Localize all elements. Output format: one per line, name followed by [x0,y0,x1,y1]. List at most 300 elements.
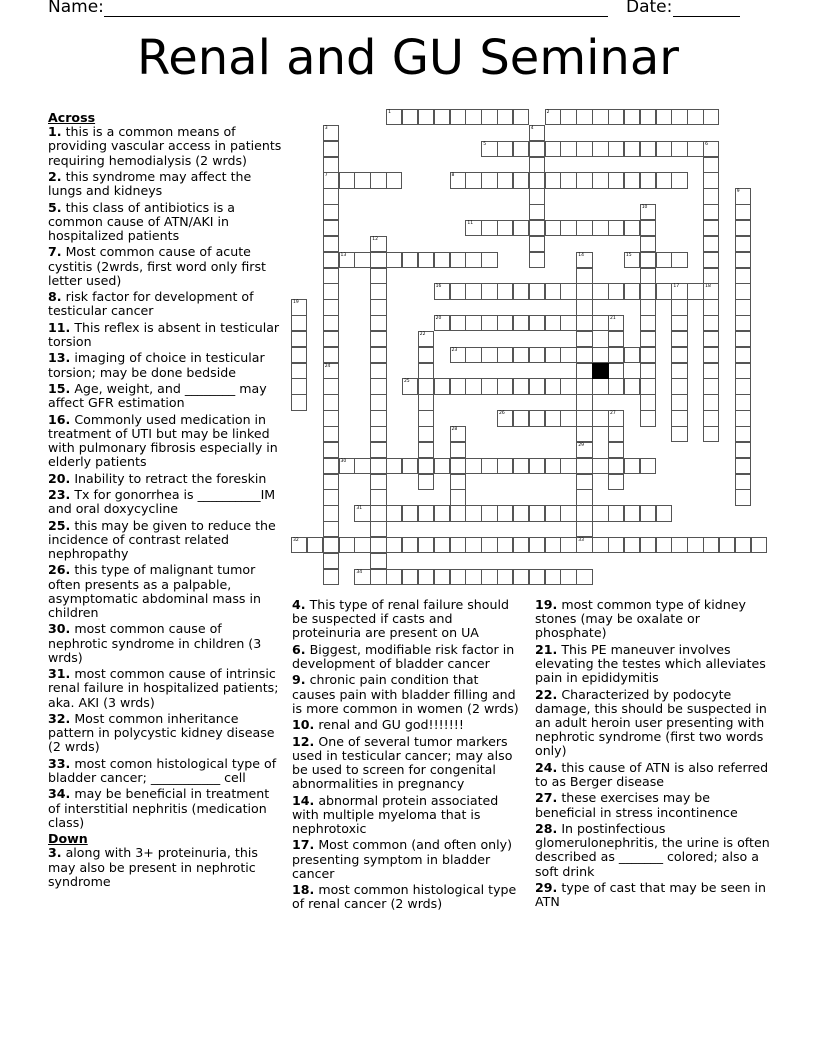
grid-cell[interactable] [703,157,719,173]
grid-cell[interactable] [497,141,513,157]
grid-cell[interactable] [513,537,529,553]
grid-cell[interactable] [497,410,513,426]
grid-cell[interactable] [434,315,450,331]
grid-cell[interactable] [671,426,687,442]
grid-cell[interactable] [465,252,481,268]
grid-cell[interactable] [291,347,307,363]
grid-cell[interactable] [545,283,561,299]
grid-cell[interactable] [339,458,355,474]
grid-cell[interactable] [640,410,656,426]
grid-cell[interactable] [560,220,576,236]
grid-cell[interactable] [640,283,656,299]
grid-cell[interactable] [323,458,339,474]
grid-cell[interactable] [497,569,513,585]
grid-cell[interactable] [323,378,339,394]
grid-cell[interactable] [529,188,545,204]
grid-cell[interactable] [576,569,592,585]
grid-cell[interactable] [402,378,418,394]
grid-cell[interactable] [735,252,751,268]
grid-cell[interactable] [529,537,545,553]
grid-cell[interactable] [576,410,592,426]
grid-cell[interactable] [735,363,751,379]
grid-cell[interactable] [402,252,418,268]
grid-cell[interactable] [624,172,640,188]
grid-cell[interactable] [323,283,339,299]
grid-cell[interactable] [640,299,656,315]
grid-cell[interactable] [450,172,466,188]
grid-cell[interactable] [497,220,513,236]
grid-cell[interactable] [481,378,497,394]
grid-cell[interactable] [481,347,497,363]
grid-cell[interactable] [671,283,687,299]
grid-cell[interactable] [497,505,513,521]
grid-cell[interactable] [497,458,513,474]
name-field[interactable] [104,16,608,17]
grid-cell[interactable] [465,458,481,474]
grid-cell[interactable] [354,252,370,268]
grid-cell[interactable] [323,188,339,204]
grid-cell[interactable] [545,378,561,394]
grid-cell[interactable] [418,426,434,442]
grid-cell[interactable] [671,299,687,315]
grid-cell[interactable] [418,331,434,347]
grid-cell[interactable] [370,378,386,394]
grid-cell[interactable] [592,172,608,188]
grid-cell[interactable] [576,220,592,236]
grid-cell[interactable] [545,172,561,188]
grid-cell[interactable] [545,569,561,585]
grid-cell[interactable] [323,410,339,426]
grid-cell[interactable] [640,363,656,379]
grid-cell[interactable] [450,442,466,458]
grid-cell[interactable] [434,109,450,125]
grid-cell[interactable] [624,537,640,553]
grid-cell[interactable] [465,283,481,299]
grid-cell[interactable] [323,474,339,490]
grid-cell[interactable] [434,378,450,394]
grid-cell[interactable] [576,252,592,268]
grid-cell[interactable] [608,172,624,188]
grid-cell[interactable] [465,347,481,363]
grid-cell[interactable] [640,331,656,347]
grid-cell[interactable] [370,268,386,284]
grid-cell[interactable] [513,378,529,394]
grid-cell[interactable] [671,109,687,125]
grid-cell[interactable] [576,315,592,331]
grid-cell[interactable] [703,172,719,188]
grid-cell[interactable] [751,537,767,553]
grid-cell[interactable] [402,569,418,585]
grid-cell[interactable] [291,331,307,347]
grid-cell[interactable] [576,331,592,347]
grid-cell[interactable] [735,204,751,220]
grid-cell[interactable] [735,236,751,252]
grid-cell[interactable] [418,505,434,521]
grid-cell[interactable] [323,157,339,173]
grid-cell[interactable] [450,474,466,490]
grid-cell[interactable] [703,141,719,157]
grid-cell[interactable] [592,315,608,331]
grid-cell[interactable] [323,315,339,331]
grid-cell[interactable] [576,394,592,410]
grid-cell[interactable] [418,474,434,490]
grid-cell[interactable] [402,109,418,125]
grid-cell[interactable] [450,109,466,125]
grid-cell[interactable] [608,347,624,363]
grid-cell[interactable] [370,521,386,537]
grid-cell[interactable] [671,378,687,394]
date-field[interactable] [673,16,740,17]
grid-cell[interactable] [545,458,561,474]
grid-cell[interactable] [481,220,497,236]
grid-cell[interactable] [624,283,640,299]
grid-cell[interactable] [576,109,592,125]
grid-cell[interactable] [576,347,592,363]
grid-cell[interactable] [656,109,672,125]
grid-cell[interactable] [370,172,386,188]
grid-cell[interactable] [576,426,592,442]
grid-cell[interactable] [450,489,466,505]
grid-cell[interactable] [386,505,402,521]
grid-cell[interactable] [640,252,656,268]
grid-cell[interactable] [465,537,481,553]
grid-cell[interactable] [735,283,751,299]
grid-cell[interactable] [592,283,608,299]
grid-cell[interactable] [735,474,751,490]
grid-cell[interactable] [513,569,529,585]
grid-cell[interactable] [640,109,656,125]
grid-cell[interactable] [481,141,497,157]
grid-cell[interactable] [370,458,386,474]
grid-cell[interactable] [576,378,592,394]
grid-cell[interactable] [592,347,608,363]
grid-cell[interactable] [291,363,307,379]
grid-cell[interactable] [529,125,545,141]
grid-cell[interactable] [640,505,656,521]
grid-cell[interactable] [703,378,719,394]
grid-cell[interactable] [703,299,719,315]
grid-cell[interactable] [529,204,545,220]
grid-cell[interactable] [370,283,386,299]
grid-cell[interactable] [592,505,608,521]
grid-cell[interactable] [370,489,386,505]
grid-cell[interactable] [370,347,386,363]
grid-cell[interactable] [640,458,656,474]
grid-cell[interactable] [434,569,450,585]
grid-cell[interactable] [323,331,339,347]
grid-cell[interactable] [370,569,386,585]
grid-cell[interactable] [465,378,481,394]
grid-cell[interactable] [735,188,751,204]
grid-cell[interactable] [291,299,307,315]
grid-cell[interactable] [576,537,592,553]
grid-cell[interactable] [434,252,450,268]
grid-cell[interactable] [481,505,497,521]
grid-cell[interactable] [529,505,545,521]
grid-cell[interactable] [687,283,703,299]
grid-cell[interactable] [545,315,561,331]
grid-cell[interactable] [529,569,545,585]
grid-cell[interactable] [481,172,497,188]
grid-cell[interactable] [545,347,561,363]
grid-cell[interactable] [370,299,386,315]
grid-cell[interactable] [608,410,624,426]
grid-cell[interactable] [529,315,545,331]
grid-cell[interactable] [608,426,624,442]
grid-cell[interactable] [624,378,640,394]
grid-cell[interactable] [370,426,386,442]
grid-cell[interactable] [687,141,703,157]
grid-cell[interactable] [529,378,545,394]
grid-cell[interactable] [703,426,719,442]
grid-cell[interactable] [640,172,656,188]
grid-cell[interactable] [608,283,624,299]
grid-cell[interactable] [545,109,561,125]
grid-cell[interactable] [545,505,561,521]
grid-cell[interactable] [434,505,450,521]
grid-cell[interactable] [370,410,386,426]
grid-cell[interactable] [497,172,513,188]
grid-cell[interactable] [450,569,466,585]
grid-cell[interactable] [497,378,513,394]
grid-cell[interactable] [735,442,751,458]
grid-cell[interactable] [640,204,656,220]
grid-cell[interactable] [339,537,355,553]
grid-cell[interactable] [735,315,751,331]
grid-cell[interactable] [450,252,466,268]
grid-cell[interactable] [735,537,751,553]
grid-cell[interactable] [481,283,497,299]
grid-cell[interactable] [370,394,386,410]
grid-cell[interactable] [339,252,355,268]
grid-cell[interactable] [370,363,386,379]
grid-cell[interactable] [465,315,481,331]
grid-cell[interactable] [624,347,640,363]
grid-cell[interactable] [576,521,592,537]
grid-cell[interactable] [307,537,323,553]
grid-cell[interactable] [671,394,687,410]
grid-cell[interactable] [323,505,339,521]
grid-cell[interactable] [529,410,545,426]
grid-cell[interactable] [624,252,640,268]
grid-cell[interactable] [513,347,529,363]
grid-cell[interactable] [640,141,656,157]
grid-cell[interactable] [481,537,497,553]
grid-cell[interactable] [513,172,529,188]
grid-cell[interactable] [608,220,624,236]
grid-cell[interactable] [735,426,751,442]
grid-cell[interactable] [576,474,592,490]
grid-cell[interactable] [370,553,386,569]
grid-cell[interactable] [418,458,434,474]
grid-cell[interactable] [735,268,751,284]
grid-cell[interactable] [450,283,466,299]
grid-cell[interactable] [450,505,466,521]
grid-cell[interactable] [513,410,529,426]
grid-cell[interactable] [513,315,529,331]
grid-cell[interactable] [624,141,640,157]
grid-cell[interactable] [671,537,687,553]
grid-cell[interactable] [624,220,640,236]
grid-cell[interactable] [545,410,561,426]
grid-cell[interactable] [418,410,434,426]
grid-cell[interactable] [450,537,466,553]
grid-cell[interactable] [560,141,576,157]
grid-cell[interactable] [576,442,592,458]
grid-cell[interactable] [560,458,576,474]
grid-cell[interactable] [576,363,592,379]
grid-cell[interactable] [323,363,339,379]
grid-cell[interactable] [640,268,656,284]
grid-cell[interactable] [671,363,687,379]
grid-cell[interactable] [529,252,545,268]
grid-cell[interactable] [640,378,656,394]
grid-cell[interactable] [386,109,402,125]
grid-cell[interactable] [450,426,466,442]
grid-cell[interactable] [703,283,719,299]
grid-cell[interactable] [576,141,592,157]
grid-cell[interactable] [703,204,719,220]
grid-cell[interactable] [735,347,751,363]
grid-cell[interactable] [513,283,529,299]
grid-cell[interactable] [481,109,497,125]
grid-cell[interactable] [386,569,402,585]
grid-cell[interactable] [370,331,386,347]
grid-cell[interactable] [465,172,481,188]
grid-cell[interactable] [640,394,656,410]
grid-cell[interactable] [323,553,339,569]
grid-cell[interactable] [576,299,592,315]
grid-cell[interactable] [560,378,576,394]
grid-cell[interactable] [592,537,608,553]
grid-cell[interactable] [323,442,339,458]
grid-cell[interactable] [608,474,624,490]
grid-cell[interactable] [434,537,450,553]
grid-cell[interactable] [608,442,624,458]
grid-cell[interactable] [560,347,576,363]
grid-cell[interactable] [656,505,672,521]
grid-cell[interactable] [370,236,386,252]
grid-cell[interactable] [354,537,370,553]
grid-cell[interactable] [450,347,466,363]
grid-cell[interactable] [529,172,545,188]
grid-cell[interactable] [703,394,719,410]
grid-cell[interactable] [513,458,529,474]
grid-cell[interactable] [735,489,751,505]
grid-cell[interactable] [465,505,481,521]
grid-cell[interactable] [339,172,355,188]
grid-cell[interactable] [370,474,386,490]
grid-cell[interactable] [323,204,339,220]
grid-cell[interactable] [560,537,576,553]
grid-cell[interactable] [671,315,687,331]
grid-cell[interactable] [656,172,672,188]
grid-cell[interactable] [576,505,592,521]
grid-cell[interactable] [323,252,339,268]
grid-cell[interactable] [450,378,466,394]
grid-cell[interactable] [576,458,592,474]
grid-cell[interactable] [735,299,751,315]
grid-cell[interactable] [418,252,434,268]
grid-cell[interactable] [671,141,687,157]
grid-cell[interactable] [418,347,434,363]
grid-cell[interactable] [370,442,386,458]
grid-cell[interactable] [735,331,751,347]
grid-cell[interactable] [402,505,418,521]
grid-cell[interactable] [640,537,656,553]
grid-cell[interactable] [656,141,672,157]
grid-cell[interactable] [323,268,339,284]
grid-cell[interactable] [560,410,576,426]
grid-cell[interactable] [354,458,370,474]
grid-cell[interactable] [608,537,624,553]
grid-cell[interactable] [386,458,402,474]
grid-cell[interactable] [529,220,545,236]
grid-cell[interactable] [703,268,719,284]
grid-cell[interactable] [719,537,735,553]
grid-cell[interactable] [624,458,640,474]
grid-cell[interactable] [418,442,434,458]
grid-cell[interactable] [418,378,434,394]
grid-cell[interactable] [592,378,608,394]
grid-cell[interactable] [529,141,545,157]
grid-cell[interactable] [703,109,719,125]
grid-cell[interactable] [513,141,529,157]
grid-cell[interactable] [513,505,529,521]
grid-cell[interactable] [703,410,719,426]
grid-cell[interactable] [386,252,402,268]
grid-cell[interactable] [576,283,592,299]
grid-cell[interactable] [735,220,751,236]
grid-cell[interactable] [545,537,561,553]
grid-cell[interactable] [671,252,687,268]
grid-cell[interactable] [671,347,687,363]
grid-cell[interactable] [687,109,703,125]
grid-cell[interactable] [592,109,608,125]
grid-cell[interactable] [529,157,545,173]
grid-cell[interactable] [735,378,751,394]
grid-cell[interactable] [592,220,608,236]
grid-cell[interactable] [386,537,402,553]
grid-cell[interactable] [576,172,592,188]
grid-cell[interactable] [323,141,339,157]
grid-cell[interactable] [386,172,402,188]
grid-cell[interactable] [354,172,370,188]
grid-cell[interactable] [291,537,307,553]
grid-cell[interactable] [545,220,561,236]
grid-cell[interactable] [735,394,751,410]
grid-cell[interactable] [545,141,561,157]
grid-cell[interactable] [529,236,545,252]
grid-cell[interactable] [370,315,386,331]
grid-cell[interactable] [735,458,751,474]
grid-cell[interactable] [608,505,624,521]
grid-cell[interactable] [370,537,386,553]
grid-cell[interactable] [323,299,339,315]
grid-cell[interactable] [656,252,672,268]
grid-cell[interactable] [354,569,370,585]
grid-cell[interactable] [323,125,339,141]
grid-cell[interactable] [703,252,719,268]
grid-cell[interactable] [624,109,640,125]
grid-cell[interactable] [497,537,513,553]
grid-cell[interactable] [402,537,418,553]
grid-cell[interactable] [450,315,466,331]
grid-cell[interactable] [418,394,434,410]
grid-cell[interactable] [481,315,497,331]
grid-cell[interactable] [608,458,624,474]
grid-cell[interactable] [529,347,545,363]
